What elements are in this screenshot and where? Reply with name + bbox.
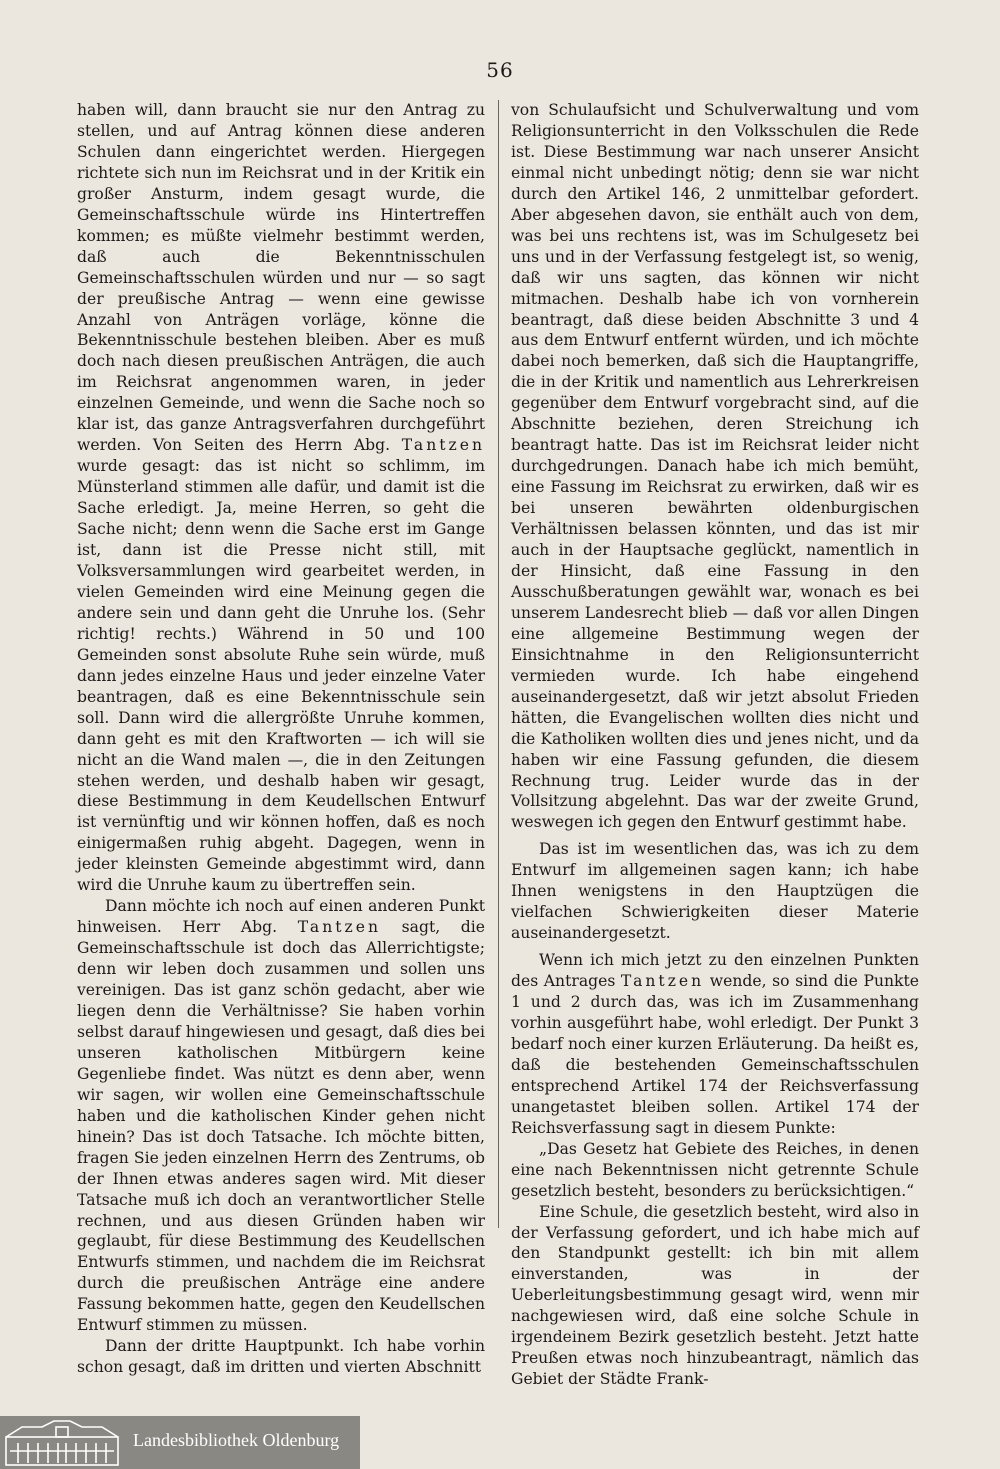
paragraph-text: Wenn ich mich jetzt zu den einzelnen Punkten des Antrages: [511, 951, 919, 991]
paragraph-text-after: sagt, die Gemeinschaftsschule ist doch das Allerrichtigste; denn wir leben doch zusammen und sollen uns vereinigen. Das ist ganz schön gedacht, aber wie liegen denn die Verhältnisse? Sie haben vorhin selbst darauf hingewiesen und gesagt, daß dies bei unseren katholischen Mitbürgern keine Gegenliebe findet. Was nützt es denn aber, wenn wir sagen, wir wollen eine Gemeinschaftsschule haben und die katholischen Kinder gehen nicht hinein? Das ist doch Tatsache. Ich möchte bitten, fragen Sie jeden einzelnen Herrn des Zentrums, ob der Ihnen etwas anderes sagen wird. Mit dieser Tatsache muß ich doch an verantwortlicher Stelle rechnen, und aus diesen Gründen haben wir geglaubt, für diese Bestimmung des Keudellschen Entwurfs stimmen, und nachdem die im Reichsrat durch die preußischen Anträge eine andere Fassung bekommen hatte, gegen den Keudellschen Entwurf stimmen zu müssen.: [77, 918, 486, 1335]
library-footer-banner: [0, 1416, 360, 1469]
paragraph-text-after: wurde gesagt: das ist nicht so schlimm, im Münsterland stimmen alle dafür, und damit ist die Sache erledigt. Ja, meine Herren, so geht die Sache nicht; denn wenn die Sache erst im Gange ist, dann ist die Presse nicht still, mit Volksversammlungen wird gearbeitet werden, in vielen Gemeinden wird eine Meinung gegen die andere sein und dann geht die Unruhe los. (Sehr richtig! rechts.) Während in 50 und 100 Gemeinden sonst absolute Ruhe sein würde, muß dann jedes einzelne Haus und jeder einzelne Vater beantragen, daß es eine Bekenntnisschule sein soll. Dann wird die allergrößte Unruhe kommen, dann geht es mit den Kraftworten — ich will sie nicht an die Wand malen —, die in den Zeitungen stehen werden, und deshalb haben wir gesagt, diese Bestimmung in dem Keudellschen Entwurf ist vernünftig und wir können hoffen, daß es noch einigermaßen ruhig abgeht. Dagegen, wenn in jeder kleinsten Gemeinde abgestimmt wird, dann wird die Unruhe kaum zu übertreffen sein.: [77, 457, 485, 895]
paragraph: [511, 100, 919, 833]
paragraph: [77, 1336, 485, 1378]
quotation: [511, 1139, 919, 1202]
paragraph: [511, 839, 919, 944]
paragraph: [77, 896, 485, 1336]
paragraph-text: Dann möchte ich noch auf einen anderen Punkt hinweisen. Herr Abg.: [77, 897, 485, 937]
paragraph-text: Dann der dritte Hauptpunkt. Ich habe vorhin schon gesagt, daß im dritten und vierten Abschnitt: [77, 1337, 485, 1377]
paragraph-text: haben will, dann braucht sie nur den Antrag zu stellen, und auf Antrag können diese anderen Schulen dann eingerichtet werden. Hiergegen richtete sich nun im Reichsrat und in der Kritik ein großer Ansturm, indem gesagt wurde, die Gemeinschaftsschule würde ins Hintertreffen kommen; es müßte vielmehr bestimmt werden, daß auch die Bekenntnisschulen Gemeinschaftsschulen würden und nur — so sagt der preußische Antrag — wenn eine gewisse Anzahl von Anträgen vorläge, könne die Bekenntnisschule bestehen bleiben. Aber es muß doch nach diesen preußischen Anträgen, die auch im Reichsrat angenommen waren, in jeder einzelnen Gemeinde, und wenn die Sache noch so klar ist, das ganze Antragsverfahren durchgeführt werden. Von Seiten des Herrn Abg.: [77, 101, 485, 455]
left-column: [77, 100, 485, 1378]
spaced-name: Tantzen: [401, 436, 485, 455]
right-column: [511, 100, 919, 1390]
paragraph-text-after: wende, so sind die Punkte 1 und 2 durch das, was ich im Zusammenhang vorhin ausgeführt habe, wohl erledigt. Der Punkt 3 bedarf noch einer kurzen Erläuterung. Da heißt es, daß die bestehenden Gemeinschaftsschulen entsprechend Artikel 174 der Reichsverfassung unangetastet bleiben sollen. Artikel 174 der Reichsverfassung sagt in diesem Punkte:: [511, 972, 919, 1137]
library-building-icon: [2, 1419, 122, 1467]
library-name[interactable]: Landesbibliothek Oldenburg: [133, 1430, 340, 1450]
paragraph: [511, 1202, 919, 1391]
paragraph: [77, 100, 485, 896]
page-number: 56: [486, 58, 514, 82]
spaced-name: Tantzen: [297, 918, 382, 937]
paragraph: [511, 950, 919, 1139]
column-divider: [498, 100, 499, 1228]
spaced-name: Tantzen: [620, 972, 705, 991]
paragraph-text: Das ist im wesentlichen das, was ich zu dem Entwurf im allgemeinen sagen kann; ich habe Ihnen wenigstens in den Hauptzügen die vielfachen Schwierigkeiten dieser Materie auseinandergesetzt.: [511, 840, 919, 943]
paragraph-text: Eine Schule, die gesetzlich besteht, wird also in der Verfassung gefordert, und ich habe mich auf den Standpunkt gestellt: ich bin mit allem einverstanden, was in der Ueberleitungsbestimmung gesagt wird, wenn mir nachgewiesen wird, daß eine solche Schule in irgendeinem Bezirk gesetzlich besteht. Jetzt hatte Preußen etwas noch hinzubeantragt, nämlich das Gebiet der Städte Frank-: [511, 1202, 919, 1389]
quotation-text: „Das Gesetz hat Gebiete des Reiches, in denen eine nach Bekenntnissen nicht getrennte Schule gesetzlich besteht, besonders zu berücksichtigen.“: [511, 1139, 919, 1200]
paragraph-text: von Schulaufsicht und Schulverwaltung und vom Religionsunterricht in den Volksschulen die Rede ist. Diese Bestimmung war nach unserer Ansicht einmal nicht unbedingt nötig; denn sie war nicht durch den Artikel 146, 2 unmittelbar gefordert. Aber abgesehen davon, sie enthält auch von dem, was bei uns rechtens ist, was im Schulgesetz bei uns und in der Verfassung festgelegt ist, so wenig, daß wir uns sagten, das können wir nicht mitmachen. Deshalb habe ich von vornherein beantragt, daß diese beiden Abschnitte 3 und 4 aus dem Entwurf entfernt würden, und ich möchte dabei noch bemerken, daß sich die Hauptangriffe, die in der Kritik und namentlich aus Lehrerkreisen gegenüber dem Entwurf vorgebracht sind, auf die Abschnitte beziehen, deren Streichung ich beantragt hatte. Das ist im Reichsrat leider nicht durchgedrungen. Danach habe ich mich bemüht, eine Fassung im Reichsrat zu erwirken, daß wir es bei unseren bewährten oldenburgischen Verhältnissen belassen könnten, und das ist mir auch in der Hauptsache geglückt, namentlich in der Hinsicht, daß eine Fassung in den Ausschußberatungen gewählt war, wonach es bei unserem Landesrecht blieb — daß vor allen Dingen eine allgemeine Bestimmung wegen der Einsichtnahme in den Religionsunterricht vermieden wurde. Ich habe eingehend auseinandergesetzt, daß wir jetzt absolut Frieden hätten, die Evangelischen wollten dies nicht und die Katholiken wollten dies und jenes nicht, und da haben wir eine Fassung gefunden, die diesem Rechnung trug. Leider wurde das in der Vollsitzung abgelehnt. Das war der zweite Grund, weswegen ich gegen den Entwurf gestimmt habe.: [511, 101, 919, 832]
